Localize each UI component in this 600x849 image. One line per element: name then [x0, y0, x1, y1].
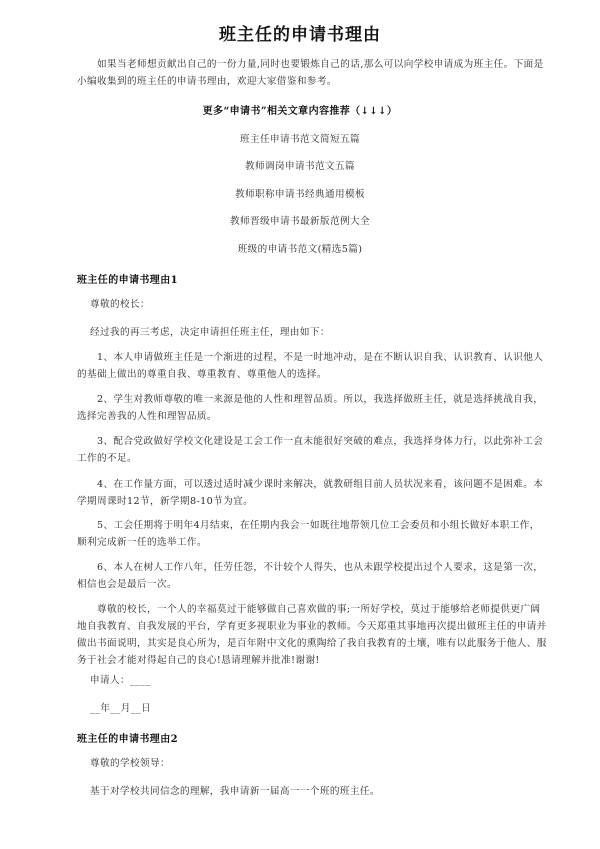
applicant-line: 申请人：____	[90, 675, 151, 686]
recommend-link[interactable]: 班级的申请书范文(精选5篇)	[237, 244, 363, 255]
reason-item: 3、配合党政做好学校文化建设是工会工作一直未能很好突破的难点，我选择身体力行，以此弥补工会工作的不足。	[77, 436, 544, 464]
reason-item: 5、工会任期将于明年4月结束，在任期内我会一如既往地帮领几位工会委员和小组长做好本职工作，顺利完成新一任的选举工作。	[77, 520, 540, 548]
recommend-heading: 更多“申请书”相关文章内容推荐（↓↓↓）	[202, 106, 398, 117]
opening-line: 基于对学校共同信念的理解，我申请新一届高一一个班的班主任。	[90, 786, 380, 797]
salutation: 尊敬的校长：	[90, 299, 150, 310]
section-heading: 班主任的申请书理由1	[77, 275, 178, 286]
closing-paragraph: 尊敬的校长，一个人的幸福莫过于能够做自己喜欢做的事;一所好学校，莫过于能够给老师提供更广阔地自我教育、自我发展的平台，学育更多视职业为事业的教师。今天郑重其事地再次提出做班主任的申请并做出书面说明，其实是良心所为，是百年附中文化的熏陶给了我自我教育的土壤，唯有以此服务于他人、服务于社会才能对得起自己的良心!恳请理解并批准!谢谢!	[77, 604, 547, 666]
reason-item: 6、本人在树人工作八年，任劳任怨，不计较个人得失，也从未跟学校提出过个人要求，这是第一次，相信也会是最后一次。	[77, 562, 544, 590]
reason-item: 2、学生对教师尊敬的唯一来源是他的人性和理智品质。所以，我选择做班主任，就是选择挑战自我，选择完善我的人性和理智品质。	[77, 394, 544, 422]
intro-paragraph: 如果当老师想贡献出自己的一份力量,同时也要锻炼自己的话,那么可以向学校申请成为班主任。下面是小编收集到的班主任的申请书理由，欢迎大家借鉴和参考。	[77, 59, 544, 87]
recommend-link[interactable]: 班主任申请书范文简短五篇	[240, 134, 360, 145]
recommend-link[interactable]: 教师调岗申请书范文五篇	[245, 161, 355, 172]
reason-item: 1、本人申请做班主任是一个渐进的过程，不是一时地冲动，是在不断认识自我、认识教育、认识他人的基础上做出的尊重自我、尊重教育、尊重他人的选择。	[77, 352, 544, 380]
page-title: 班主任的申请书理由	[219, 25, 381, 45]
date-line: __年__月__日	[90, 703, 152, 714]
salutation: 尊敬的学校领导：	[90, 758, 170, 769]
reason-item: 4、在工作量方面，可以透过适时减少课时来解决，就教研组目前人员状况来看，该问题不是困难。本学期周课时12节，新学期8-10节为宜。	[77, 479, 544, 507]
recommend-link[interactable]: 教师晋级申请书最新版范例大全	[230, 216, 370, 227]
section-heading: 班主任的申请书理由2	[77, 734, 178, 745]
opening-line: 经过我的再三考虑，决定申请担任班主任，理由如下：	[90, 327, 330, 338]
recommend-link[interactable]: 教师职称申请书经典通用模板	[235, 189, 365, 200]
